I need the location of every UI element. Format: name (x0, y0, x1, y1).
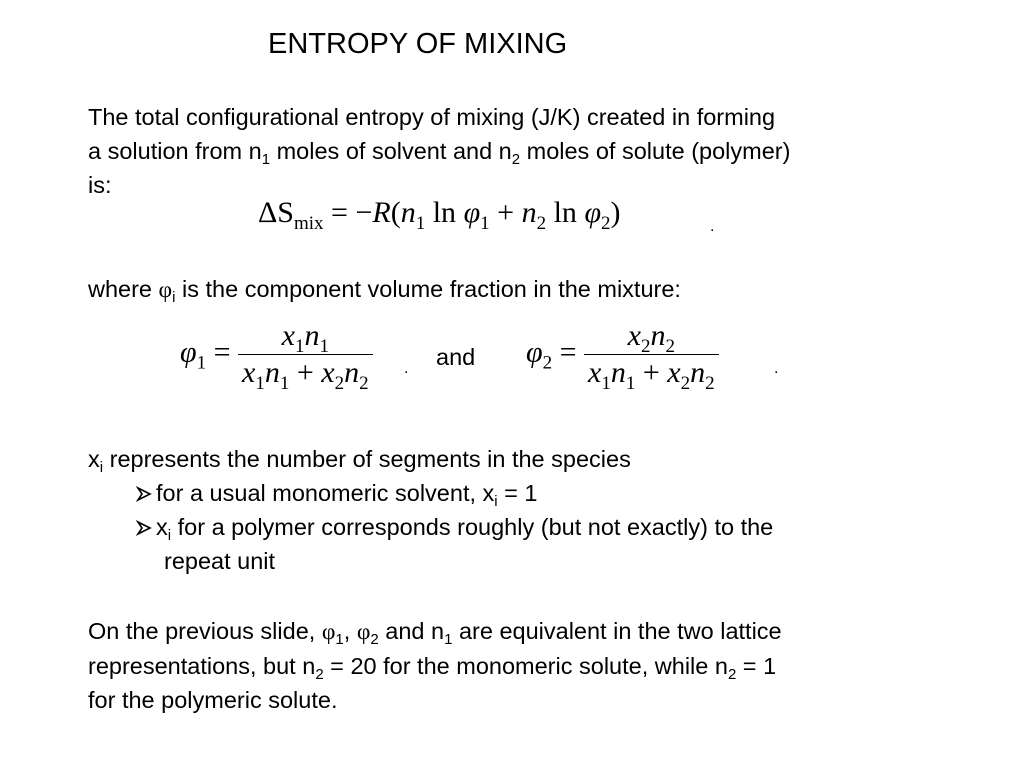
phi1-equation: $\varphi_1$ = $\frac{x_1n_1}{x_1n_1 + x_2n_2}$ (180, 318, 373, 391)
intro-line-3: is: (88, 172, 112, 198)
slide-title: ENTROPY OF MIXING (268, 28, 568, 60)
intro-paragraph (88, 100, 790, 202)
phi1-period: . (404, 360, 409, 377)
final-line-2: representations, but $n_2 = 20$ for the monomeric solute, while $n_2 = 1$ (88, 653, 777, 683)
and-text: and (436, 344, 476, 370)
final-line-3: for the polymeric solute. (88, 687, 338, 713)
arrow-bullet-icon (136, 476, 156, 510)
intro-line-2: a solution from $n_1$ moles of solvent and $n_2$ moles of solute (polymer) (88, 138, 791, 168)
phi2-fraction: $\frac{x_2n_2}{x_1n_1 + x_2n_2}$ (584, 318, 719, 391)
bullet-item-2-continued: repeat unit (164, 548, 276, 574)
entropy-equation: $\Delta S_{mix} = -R(n_1$ $\ln \varphi_1 + n_2$ $\ln \varphi_2$) (258, 196, 621, 234)
phi1-fraction: $\frac{x_1n_1}{x_1n_1 + x_2n_2}$ (238, 318, 373, 391)
arrow-bullet-icon (136, 510, 156, 544)
final-paragraph (88, 614, 782, 717)
phi2-period: . (774, 360, 779, 377)
intro-line-1: The total configurational entropy of mixing (J/K) created in forming (88, 104, 776, 130)
xi-line: $x_i$ represents the number of segments in the species (88, 446, 631, 476)
where-line: where $\varphi_i$ is the component volume fraction in the mixture: (88, 276, 681, 306)
final-line-1: On the previous slide, $\varphi_1$, $\varphi_2$ and $n_1$ are equivalent in the two lattice (88, 618, 782, 648)
bullet-item-2: $x_i$ for a polymer corresponds roughly (but not exactly) to the (136, 510, 773, 544)
phi2-equation: $\varphi_2$ = $\frac{x_2n_2}{x_1n_1 + x_2n_2}$ (526, 318, 719, 391)
bullet-item-1: for a usual monomeric solvent, $x_i = 1$ (136, 476, 538, 510)
equation-period: . (710, 218, 715, 235)
